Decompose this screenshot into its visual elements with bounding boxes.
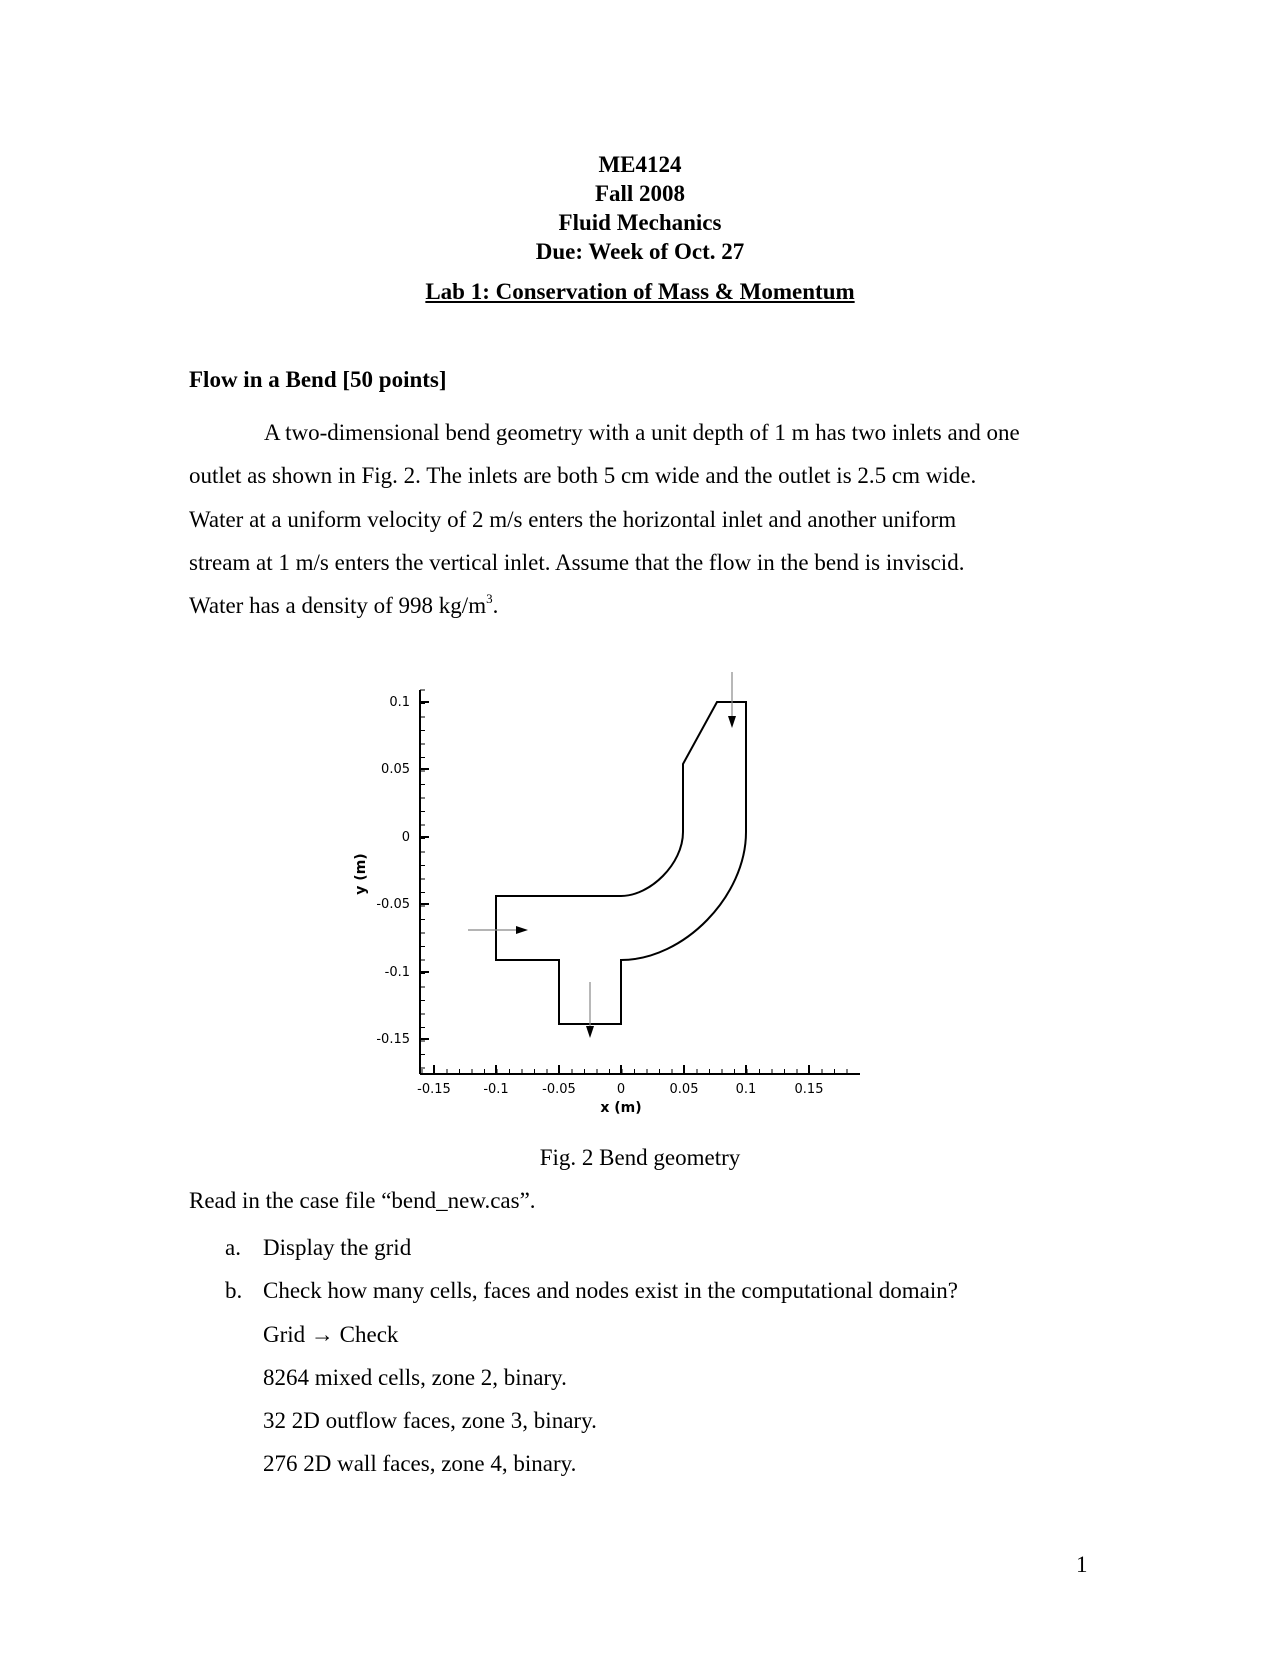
bend-geometry-plot bbox=[350, 660, 870, 1120]
figure-caption: Fig. 2 Bend geometry bbox=[539, 1145, 741, 1170]
y-tick-label: -0.15 bbox=[376, 1032, 410, 1047]
paragraph-line: Water at a uniform velocity of 2 m/s enters the horizontal inlet and another uniform bbox=[189, 506, 957, 532]
list-item-b bbox=[225, 1269, 958, 1312]
x-tick-marks bbox=[422, 1065, 847, 1074]
x-axis-label: x (m) bbox=[600, 1100, 642, 1116]
bend-outline bbox=[496, 702, 746, 1024]
superscript-3: 3 bbox=[486, 591, 493, 607]
list-item-text: Display the grid bbox=[263, 1235, 412, 1260]
list-marker: a. bbox=[225, 1235, 241, 1260]
paragraph-line: outlet as shown in Fig. 2. The inlets are both 5 cm wide and the outlet is 2.5 cm wide. bbox=[189, 463, 977, 489]
list-marker: b. bbox=[225, 1278, 243, 1304]
horizontal-inlet-arrow bbox=[468, 926, 528, 934]
x-tick-label: 0.05 bbox=[669, 1082, 699, 1097]
y-axis-label: y (m) bbox=[353, 853, 369, 895]
y-tick-label: -0.05 bbox=[376, 897, 410, 912]
y-tick-label: 0.05 bbox=[381, 762, 410, 777]
lab-title: Lab 1: Conservation of Mass & Momentum bbox=[425, 279, 855, 304]
x-tick-label: -0.05 bbox=[542, 1082, 576, 1097]
document-header bbox=[0, 150, 1280, 266]
x-tick-label: 0.1 bbox=[735, 1082, 757, 1097]
list-item-a bbox=[225, 1226, 958, 1269]
x-tick-label: -0.15 bbox=[417, 1082, 451, 1097]
outlet-arrow bbox=[586, 982, 594, 1038]
vertical-inlet-arrow bbox=[728, 672, 736, 728]
y-tick-label: 0 bbox=[401, 830, 410, 845]
due-date: Due: Week of Oct. 27 bbox=[535, 239, 745, 264]
bend-geometry-figure bbox=[350, 660, 870, 1120]
grid-check-command: Grid → Check bbox=[263, 1321, 399, 1347]
y-tick-marks bbox=[420, 690, 429, 1068]
x-tick-label: -0.1 bbox=[483, 1082, 509, 1097]
y-tick-label: 0.1 bbox=[389, 695, 410, 710]
section-title: Flow in a Bend [50 points] bbox=[189, 367, 447, 392]
grid-check-output: 32 2D outflow faces, zone 3, binary. bbox=[263, 1408, 597, 1434]
x-tick-label: 0 bbox=[616, 1082, 626, 1097]
problem-paragraph bbox=[189, 411, 1089, 627]
paragraph-line: Water has a density of 998 $kg/m^3$. bbox=[189, 591, 499, 619]
y-tick-label: -0.1 bbox=[384, 965, 410, 980]
x-tick-label: 0.15 bbox=[794, 1082, 824, 1097]
list-item-text: Check how many cells, faces and nodes exist in the computational domain? bbox=[263, 1278, 958, 1304]
page-number: 1 bbox=[1076, 1552, 1088, 1577]
grid-check-output: 276 2D wall faces, zone 4, binary. bbox=[263, 1451, 577, 1477]
paragraph-line: A two-dimensional bend geometry with a unit depth of 1 m has two inlets and one bbox=[264, 420, 1020, 445]
task-list bbox=[225, 1226, 958, 1486]
read-in-instruction: Read in the case file “bend_new.cas”. bbox=[189, 1188, 536, 1213]
course-code: ME4124 bbox=[598, 152, 682, 177]
term: Fall 2008 bbox=[594, 181, 686, 206]
paragraph-line: stream at 1 m/s enters the vertical inlet. Assume that the flow in the bend is inviscid. bbox=[189, 549, 965, 575]
subject: Fluid Mechanics bbox=[558, 210, 722, 235]
grid-check-output: 8264 mixed cells, zone 2, binary. bbox=[263, 1364, 567, 1390]
